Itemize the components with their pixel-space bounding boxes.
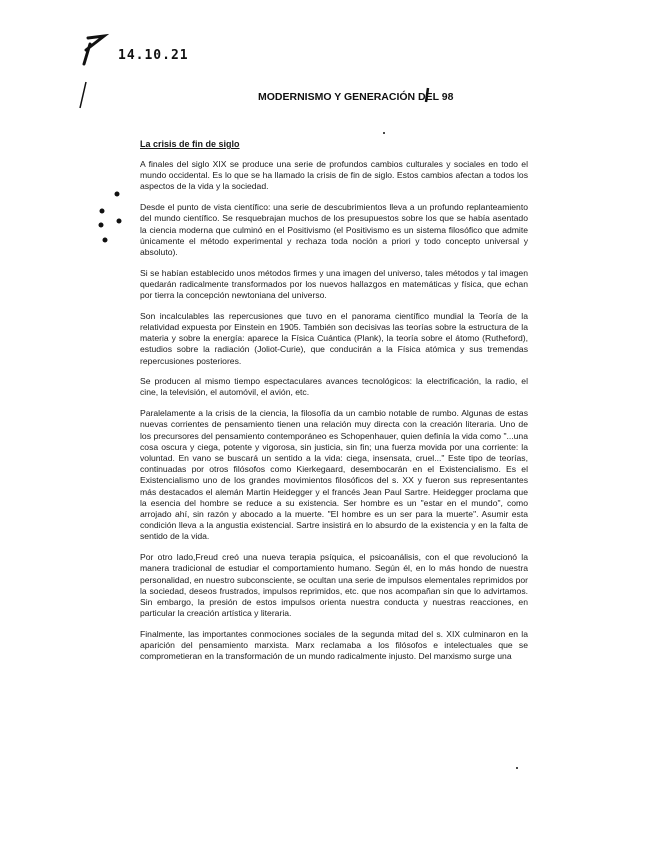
margin-dot [99,223,104,228]
margin-dot [103,238,108,243]
paragraph: Finalmente, las importantes conmociones sociales de la segunda mitad del s. XIX culminaron en la aparición del pensamiento marxista. Marx reclamaba a los filósofos e intelectuales que se comprometieran en la transformación de un mundo radicalmente injusto. Del marxismo surge una [140,628,528,662]
body-text [140,159,528,672]
paragraph: Por otro lado,Freud creó una nueva terapia psíquica, el psicoanálisis, con el que revolucionó la manera tradicional de estudiar el comportamiento humano. Según él, en lo más hondo de nuestra personalidad, en nuestro subconsciente, se ocultan una serie de impulsos elementales reprimidos por la sociedad, deseos frustrados, impulsos reprimidos, etc. que nos acompañan sin que lo advirtamos. Sin embargo, la presión de estos impulsos orienta nuestra conducta y nuestras reacciones, en particular la creación artística y literaria. [140,552,528,619]
paragraph: Paralelamente a la crisis de la ciencia, la filosofía da un cambio notable de rumbo. Algunas de estas nuevas corrientes de pensamiento tienen una relación muy directa con la creación literaria. Uno de los precursores del pensamiento contemporáneo es Schopenhauer, quien definía la vida como "...una cosa oscura y ciega, potente y vigorosa, sin justicia, sin fin; una fuerza movida por una corriente: la voluntad. En vano se buscará un sentido a la vida: ciega, insensata, cruel..." Este tipo de teorías, continuadas por otros filósofos como Kierkegaard, desembocarán en el Existencialismo. Es el Existencialismo uno de los grandes movimientos filosóficos del s. XX y fueron sus representantes más destacados el alemán Martin Heidegger y el francés Jean Paul Sartre. Heidegger proclama que la esencia del hombre se reduce a su existencia. Ser hombre es un "estar en el mundo", como arrojado ahí, sin razón y abocado a la muerte. "El hombre es un ser para la muerte". Asumir esta condición lleva a la angustia existencial. Sartre insistirá en lo absurdo de la existencia y en la falta de sentido de la vida. [140,408,528,542]
paragraph: Si se habían establecido unos métodos firmes y una imagen del universo, tales métodos y tal imagen quedarán radicalmente transformados por los nuevos hallazgos en matemáticas y física, que echan por tierra la concepción newtoniana del universo. [140,267,528,301]
hand-stroke-left [80,82,86,108]
margin-dot [117,219,122,224]
paragraph: Son incalculables las repercusiones que tuvo en el panorama científico mundial la Teoría de la relatividad expuesta por Einstein en 1905. También son decisivas las teorías sobre la estructura de la materia y sobre la energía: aparece la Física Cuántica (Plank), la teoría sobre el átomo (Rutheford), estudios sobre la radiación (Joliot-Curie), que conducirán a la Física atómica y sus tremendas repercusiones posteriores. [140,310,528,366]
paragraph: Desde el punto de vista científico: una serie de descubrimientos lleva a un profundo replanteamiento del mundo científico. Se resquebrajan muchos de los presupuestos sobre los que se había asentado la ciencia moderna que culminó en el Positivismo (el Positivismo es un sistema filosófico que admite únicamente el método experimental y rechaza toda noción a priori y todo concepto universal y absoluto). [140,202,528,257]
paragraph: Se producen al mismo tiempo espectaculares avances tecnológicos: la electrificación, la radio, el cine, la televisión, el automóvil, el avión, etc. [140,376,528,398]
margin-dot [516,767,518,769]
margin-dot [383,132,385,134]
paragraph: A finales del siglo XIX se produce una serie de profundos cambios culturales y sociales en todo el mundo occidental. Es lo que se ha llamado la crisis de fin de siglo. Estos cambios afectan a todos los aspectos de la vida y la sociedad. [140,159,528,192]
hand-stroke-top [84,36,104,64]
margin-dot [115,192,120,197]
margin-dot [100,209,105,214]
handwritten-date: 14.10.21 [118,48,189,63]
section-heading: La crisis de fin de siglo [140,139,240,149]
document-title: MODERNISMO Y GENERACIÓN DEL 98 [258,91,454,103]
